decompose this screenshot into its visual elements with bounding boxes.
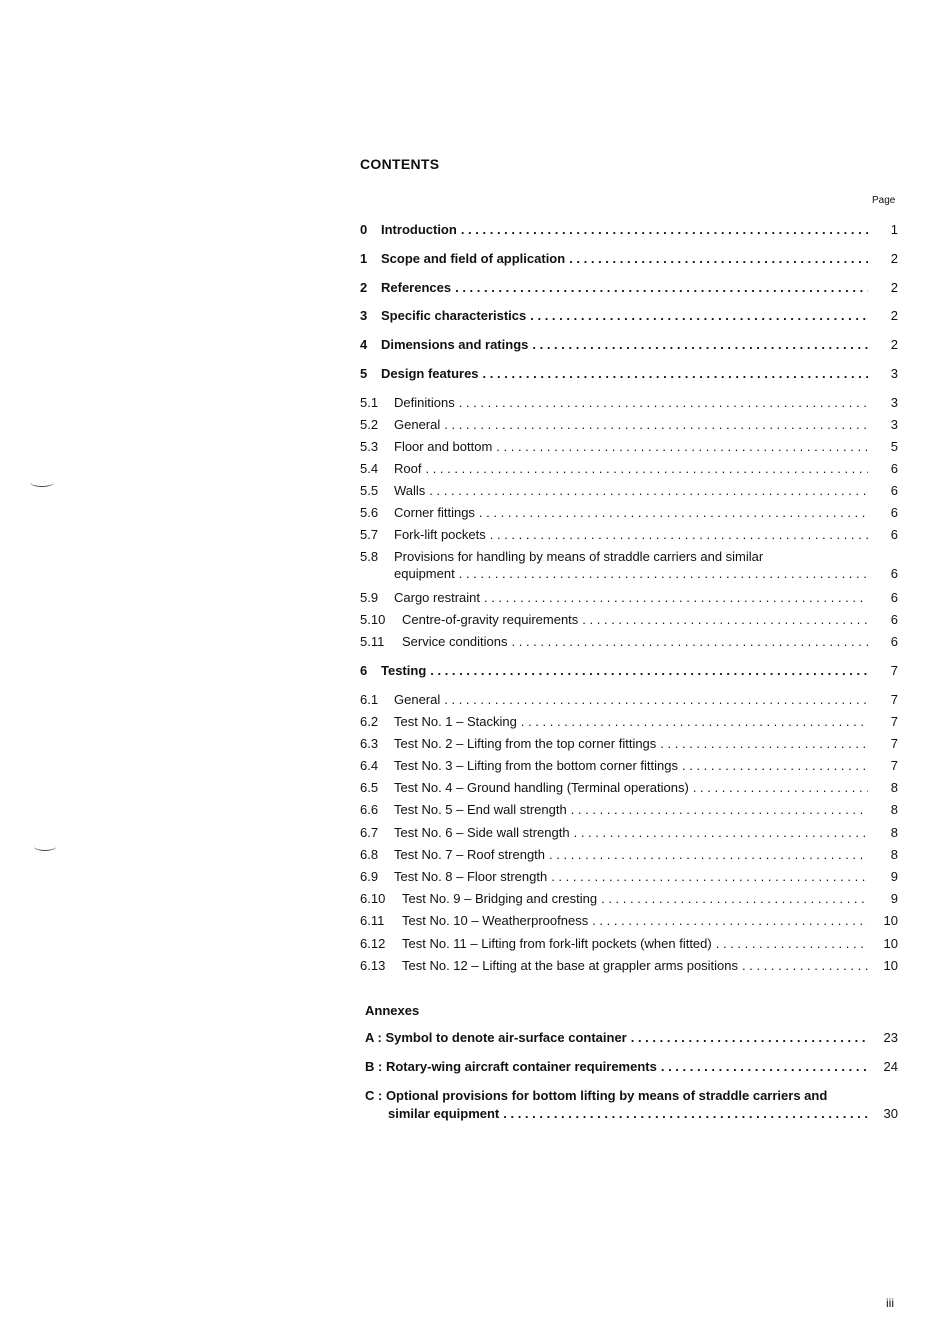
entry-number: 0 bbox=[360, 222, 368, 237]
entry-number: 6.13 bbox=[360, 958, 386, 973]
entry-number: 6.1 bbox=[360, 692, 379, 707]
entry-page-number: 9 bbox=[890, 869, 898, 884]
toc-section-entry bbox=[360, 308, 868, 326]
toc-subsection-entry bbox=[360, 483, 868, 501]
leader-dots bbox=[631, 1030, 868, 1045]
entry-page-number: 6 bbox=[890, 566, 898, 581]
entry-title: similar equipment bbox=[388, 1106, 503, 1121]
entry-title: General bbox=[394, 692, 444, 707]
leader-dots bbox=[693, 780, 868, 795]
entry-number: 5.9 bbox=[360, 590, 379, 605]
toc-subsection-entry bbox=[360, 439, 868, 457]
toc-subsection-entry bbox=[360, 714, 868, 732]
entry-page-number: 2 bbox=[890, 308, 898, 323]
annex-entry bbox=[365, 1059, 868, 1077]
contents-title: CONTENTS bbox=[360, 156, 440, 172]
entry-page-number: 7 bbox=[890, 758, 898, 773]
entry-number: 6.3 bbox=[360, 736, 379, 751]
entry-page-number: 23 bbox=[883, 1030, 898, 1045]
entry-number: 5.1 bbox=[360, 395, 379, 410]
entry-title: Specific characteristics bbox=[381, 308, 530, 323]
toc-section-entry bbox=[360, 366, 868, 384]
entry-title: Service conditions bbox=[402, 634, 512, 649]
entry-title: Test No. 6 – Side wall strength bbox=[394, 825, 574, 840]
entry-number: 6.7 bbox=[360, 825, 379, 840]
entry-title: Test No. 5 – End wall strength bbox=[394, 802, 571, 817]
leader-dots bbox=[571, 802, 868, 817]
toc-subsection-entry bbox=[360, 417, 868, 435]
entry-page-number: 6 bbox=[890, 590, 898, 605]
entry-title: Walls bbox=[394, 483, 429, 498]
entry-number: 6.4 bbox=[360, 758, 379, 773]
leader-dots bbox=[459, 395, 868, 410]
toc-subsection-entry bbox=[360, 692, 868, 710]
entry-title: Design features bbox=[381, 366, 483, 381]
leader-dots bbox=[601, 891, 868, 906]
leader-dots bbox=[549, 847, 868, 862]
entry-page-number: 6 bbox=[890, 505, 898, 520]
entry-title: Test No. 4 – Ground handling (Terminal operations) bbox=[394, 780, 693, 795]
toc-section-entry bbox=[360, 280, 868, 298]
entry-title: Introduction bbox=[381, 222, 461, 237]
toc-subsection-entry bbox=[360, 736, 868, 754]
leader-dots bbox=[496, 439, 868, 454]
leader-dots bbox=[569, 251, 868, 266]
entry-page-number: 7 bbox=[890, 736, 898, 751]
leader-dots bbox=[459, 566, 868, 581]
entry-page-number: 6 bbox=[890, 483, 898, 498]
entry-title: Centre-of-gravity requirements bbox=[402, 612, 582, 627]
entry-number: 5.2 bbox=[360, 417, 379, 432]
entry-number: 5.10 bbox=[360, 612, 386, 627]
leader-dots bbox=[532, 337, 868, 352]
entry-page-number: 6 bbox=[890, 634, 898, 649]
entry-page-number: 1 bbox=[890, 222, 898, 237]
leader-dots bbox=[455, 280, 868, 295]
leader-dots bbox=[521, 714, 868, 729]
entry-page-number: 8 bbox=[890, 847, 898, 862]
leader-dots bbox=[742, 958, 868, 973]
entry-number: 2 bbox=[360, 280, 368, 295]
entry-title: Test No. 2 – Lifting from the top corner fittings bbox=[394, 736, 660, 751]
leader-dots bbox=[660, 736, 868, 751]
leader-dots bbox=[512, 634, 869, 649]
entry-title: Corner fittings bbox=[394, 505, 479, 520]
entry-page-number: 7 bbox=[890, 692, 898, 707]
entry-page-number: 24 bbox=[883, 1059, 898, 1074]
entry-number: 4 bbox=[360, 337, 368, 352]
entry-title: A : Symbol to denote air-surface container bbox=[365, 1030, 631, 1045]
leader-dots bbox=[490, 527, 868, 542]
toc-subsection-entry bbox=[360, 634, 868, 652]
toc-subsection-entry bbox=[360, 780, 868, 798]
leader-dots bbox=[551, 869, 868, 884]
margin-mark bbox=[34, 842, 56, 851]
leader-dots bbox=[429, 483, 868, 498]
toc-entry-continuation bbox=[394, 566, 868, 584]
entry-page-number: 3 bbox=[890, 366, 898, 381]
entry-number: 6.8 bbox=[360, 847, 379, 862]
leader-dots bbox=[661, 1059, 868, 1074]
leader-dots bbox=[483, 366, 868, 381]
entry-number: 6.5 bbox=[360, 780, 379, 795]
page-number: iii bbox=[886, 1296, 894, 1310]
entry-number: 5.6 bbox=[360, 505, 379, 520]
entry-page-number: 2 bbox=[890, 251, 898, 266]
leader-dots bbox=[592, 913, 868, 928]
page-column-header: Page bbox=[872, 195, 896, 206]
entry-page-number: 9 bbox=[890, 891, 898, 906]
entry-title: Provisions for handling by means of straddle carriers and similar bbox=[394, 549, 767, 564]
entry-title: equipment bbox=[394, 566, 459, 581]
entry-title: Cargo restraint bbox=[394, 590, 484, 605]
leader-dots bbox=[582, 612, 868, 627]
entry-title: Scope and field of application bbox=[381, 251, 569, 266]
toc-subsection-entry bbox=[360, 549, 868, 567]
leader-dots bbox=[461, 222, 868, 237]
margin-mark bbox=[30, 478, 54, 487]
leader-dots bbox=[444, 692, 868, 707]
entry-page-number: 8 bbox=[890, 780, 898, 795]
entry-title: Test No. 7 – Roof strength bbox=[394, 847, 549, 862]
entry-page-number: 2 bbox=[890, 280, 898, 295]
entry-number: 6.6 bbox=[360, 802, 379, 817]
toc-subsection-entry bbox=[360, 395, 868, 413]
leader-dots bbox=[430, 663, 868, 678]
entry-title: General bbox=[394, 417, 444, 432]
entry-title: Test No. 10 – Weatherproofness bbox=[402, 913, 592, 928]
toc-subsection-entry bbox=[360, 847, 868, 865]
entry-number: 1 bbox=[360, 251, 368, 266]
toc-subsection-entry bbox=[360, 590, 868, 608]
entry-number: 5.7 bbox=[360, 527, 379, 542]
toc-section-entry bbox=[360, 337, 868, 355]
entry-title: Test No. 11 – Lifting from fork-lift pockets (when fitted) bbox=[402, 936, 716, 951]
toc-subsection-entry bbox=[360, 527, 868, 545]
leader-dots bbox=[484, 590, 868, 605]
toc-section-entry bbox=[360, 663, 868, 681]
entry-page-number: 2 bbox=[890, 337, 898, 352]
toc-subsection-entry bbox=[360, 958, 868, 976]
entry-number: 6.12 bbox=[360, 936, 386, 951]
entry-title: Test No. 8 – Floor strength bbox=[394, 869, 551, 884]
toc-subsection-entry bbox=[360, 758, 868, 776]
entry-title: C : Optional provisions for bottom lifting by means of straddle carriers and bbox=[365, 1088, 831, 1103]
entry-page-number: 3 bbox=[890, 395, 898, 410]
leader-dots bbox=[716, 936, 868, 951]
entry-page-number: 10 bbox=[883, 936, 898, 951]
entry-number: 6.2 bbox=[360, 714, 379, 729]
entry-title: Definitions bbox=[394, 395, 459, 410]
annex-entry-continuation bbox=[388, 1106, 868, 1124]
leader-dots bbox=[503, 1106, 868, 1121]
toc-subsection-entry bbox=[360, 461, 868, 479]
entry-page-number: 8 bbox=[890, 802, 898, 817]
toc-section-entry bbox=[360, 251, 868, 269]
toc-subsection-entry bbox=[360, 869, 868, 887]
entry-page-number: 10 bbox=[883, 958, 898, 973]
leader-dots bbox=[682, 758, 868, 773]
entry-number: 6.10 bbox=[360, 891, 386, 906]
entry-title: B : Rotary-wing aircraft container requirements bbox=[365, 1059, 661, 1074]
entry-number: 5.5 bbox=[360, 483, 379, 498]
toc-subsection-entry bbox=[360, 913, 868, 931]
entry-page-number: 8 bbox=[890, 825, 898, 840]
toc-subsection-entry bbox=[360, 612, 868, 630]
entry-title: References bbox=[381, 280, 455, 295]
annex-entry bbox=[365, 1088, 868, 1106]
leader-dots bbox=[444, 417, 868, 432]
entry-title: Test No. 3 – Lifting from the bottom corner fittings bbox=[394, 758, 682, 773]
toc-subsection-entry bbox=[360, 505, 868, 523]
leader-dots bbox=[574, 825, 868, 840]
entry-page-number: 6 bbox=[890, 612, 898, 627]
entry-number: 6.9 bbox=[360, 869, 379, 884]
entry-title: Floor and bottom bbox=[394, 439, 496, 454]
leader-dots bbox=[425, 461, 868, 476]
entry-page-number: 7 bbox=[890, 663, 898, 678]
annex-entry bbox=[365, 1030, 868, 1048]
entry-page-number: 7 bbox=[890, 714, 898, 729]
toc-subsection-entry bbox=[360, 802, 868, 820]
toc-subsection-entry bbox=[360, 936, 868, 954]
entry-title: Test No. 1 – Stacking bbox=[394, 714, 521, 729]
entry-page-number: 30 bbox=[883, 1106, 898, 1121]
entry-page-number: 10 bbox=[883, 913, 898, 928]
leader-dots bbox=[530, 308, 868, 323]
entry-number: 5 bbox=[360, 366, 368, 381]
entry-title: Roof bbox=[394, 461, 425, 476]
entry-page-number: 6 bbox=[890, 527, 898, 542]
entry-title: Dimensions and ratings bbox=[381, 337, 532, 352]
entry-number: 6.11 bbox=[360, 913, 385, 928]
entry-number: 6 bbox=[360, 663, 368, 678]
toc-subsection-entry bbox=[360, 891, 868, 909]
entry-page-number: 5 bbox=[890, 439, 898, 454]
entry-page-number: 3 bbox=[890, 417, 898, 432]
entry-number: 5.11 bbox=[360, 634, 385, 649]
entry-number: 3 bbox=[360, 308, 368, 323]
entry-title: Fork-lift pockets bbox=[394, 527, 490, 542]
entry-page-number: 6 bbox=[890, 461, 898, 476]
entry-title: Testing bbox=[381, 663, 430, 678]
toc-subsection-entry bbox=[360, 825, 868, 843]
leader-dots bbox=[479, 505, 868, 520]
annexes-title: Annexes bbox=[365, 1003, 420, 1018]
entry-title: Test No. 12 – Lifting at the base at grappler arms positions bbox=[402, 958, 742, 973]
entry-title: Test No. 9 – Bridging and cresting bbox=[402, 891, 601, 906]
toc-section-entry bbox=[360, 222, 868, 240]
entry-number: 5.8 bbox=[360, 549, 379, 564]
entry-number: 5.3 bbox=[360, 439, 379, 454]
entry-number: 5.4 bbox=[360, 461, 379, 476]
